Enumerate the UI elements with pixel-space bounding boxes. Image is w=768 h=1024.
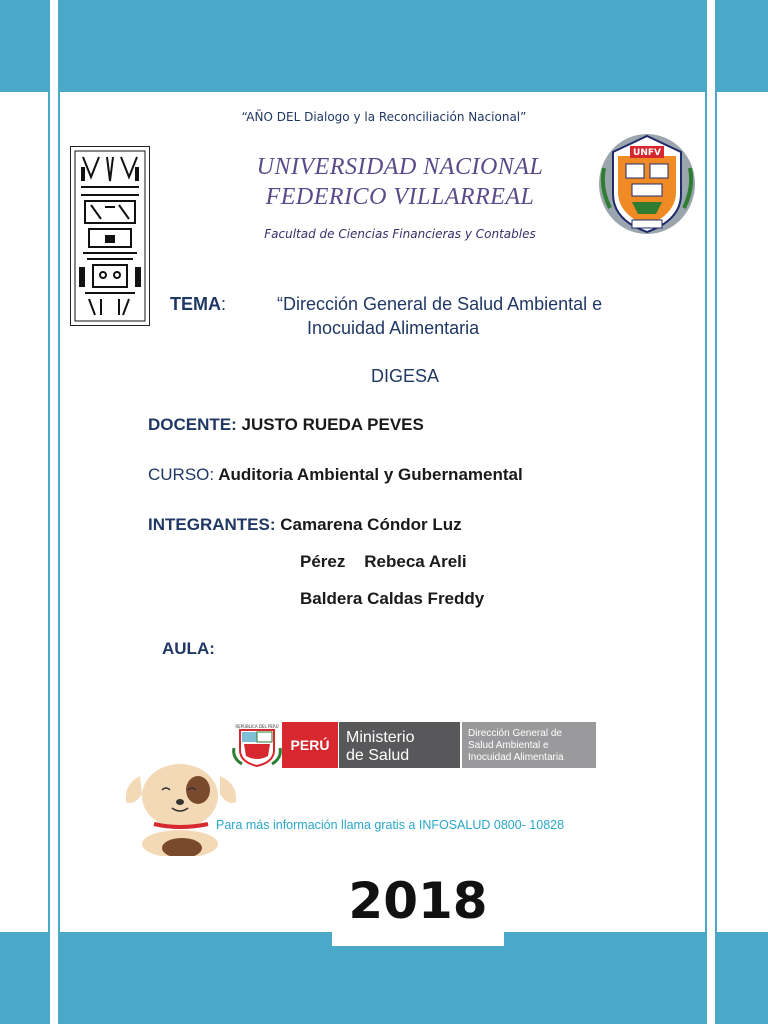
topic-label: TEMA: [170,294,227,314]
docente-row [148,415,424,435]
docente-value: JUSTO RUEDA PEVES [241,415,424,434]
stele-ornament-icon [71,147,149,325]
ministry-line1: Ministerio [346,729,415,746]
frame-line [58,0,60,1024]
integrantes-label: INTEGRANTES: [148,515,276,534]
topic-acronym: DIGESA [371,366,440,386]
infosalud-line: Para más información llama gratis a INFOSALUD 0800- 10828 [216,818,565,832]
university-seal-icon [596,128,698,238]
docente-label: DOCENTE: [148,415,237,434]
seal-text: UNFV [633,148,661,158]
digesa-line2: Salud Ambiental e [468,740,549,751]
peru-shield-icon [234,730,281,766]
frame-line [48,0,50,1024]
frame-line [705,0,707,1024]
integrante-2: Pérez Rebeca Areli [300,552,467,571]
topic-title [277,292,667,340]
dog-mascot-image [122,762,240,856]
ministry-line2: de Salud [346,747,410,764]
university-name-line1: UNIVERSIDAD NACIONAL [256,154,544,180]
top-frame-band [0,0,768,92]
shield-caption: REPÚBLICA DEL PERÚ [235,724,279,729]
digesa-line1: Dirección General de [468,728,562,739]
topic-title-line2: Inocuidad Alimentaria [307,318,480,338]
digesa-line3: Inocuidad Alimentaria [468,752,564,763]
university-name-line2: FEDERICO VILLARREAL [265,184,535,210]
curso-value: Auditoria Ambiental y Gubernamental [218,465,523,484]
ministry-logo [232,722,596,768]
aula-row [162,639,215,659]
aula-label: AULA: [162,639,215,658]
curso-label: CURSO: [148,465,215,484]
topic-title-line1: “Dirección General de Salud Ambiental e [277,294,603,314]
integrantes-row [148,515,462,535]
integrante-3: Baldera Caldas Freddy [300,589,485,608]
university-seal-image [596,128,698,238]
ministry-logo-graphic [232,722,596,768]
dog-mascot-icon [122,762,240,856]
national-motto: “AÑO DEL Dialogo y la Reconciliación Nacional” [241,110,527,124]
year-label: 2018 [348,872,488,930]
faculty-name: Facultad de Ciencias Financieras y Contables [264,227,536,241]
stele-ornament-image [70,146,150,326]
frame-gap [50,0,58,92]
peru-label: PERÚ [290,737,330,753]
frame-gap [50,932,58,1024]
university-name [220,152,580,212]
integrante-1: Camarena Cóndor Luz [280,515,462,534]
curso-row [148,465,523,485]
frame-line [715,0,717,1024]
